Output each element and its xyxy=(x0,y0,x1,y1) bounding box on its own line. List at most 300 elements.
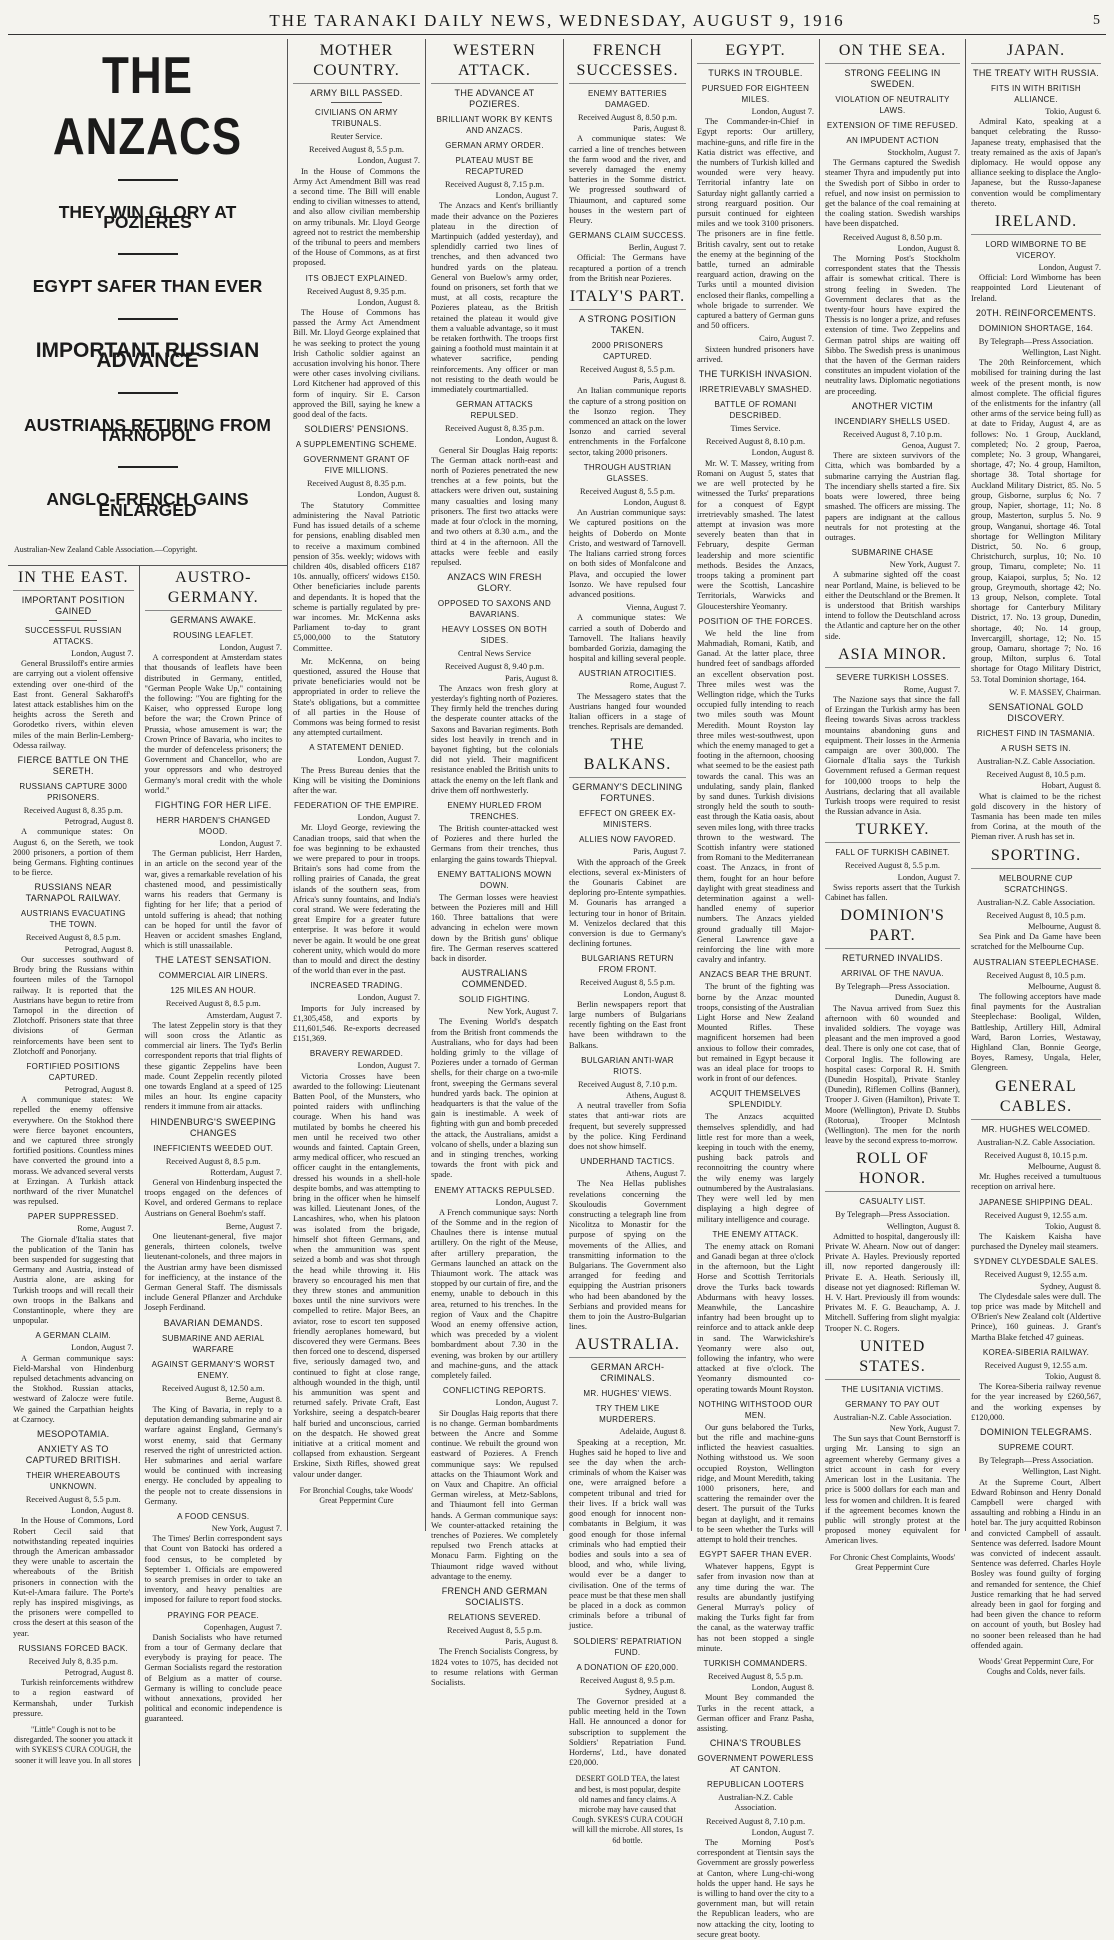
subhead: MELBOURNE CUP SCRATCHINGS. xyxy=(999,873,1073,894)
subhead: SOLDIERS' PENSIONS. xyxy=(304,424,409,435)
divider xyxy=(118,466,178,468)
columns xyxy=(8,39,1106,1939)
subhead: THE TREATY WITH RUSSIA. xyxy=(973,68,1099,78)
dateline: Petrograd, August 8. xyxy=(64,817,134,827)
subhead: BULGARIAN ANTI-WAR RIOTS. xyxy=(581,1055,674,1076)
subhead: FIGHTING FOR HER LIFE. xyxy=(154,800,272,811)
received-line: Received August 8, 7.10 p.m. xyxy=(705,1816,806,1826)
received-line: Received August 8, 5.5 p.m. xyxy=(708,1672,803,1682)
subhead: FORTIFIED POSITIONS CAPTURED. xyxy=(26,1061,121,1082)
dateline: London, August 8. xyxy=(71,1506,134,1516)
dateline: London, August 7. xyxy=(1038,263,1101,273)
subhead: SENSATIONAL GOLD DISCOVERY. xyxy=(988,701,1084,723)
dateline: Melbourne, August 8. xyxy=(1027,1162,1101,1172)
subhead: LORD WIMBORNE TO BE VICEROY. xyxy=(985,240,1087,261)
article-text: There are sixteen survivors of the Citta, which was bombarded by a submarine carrying the Austrian flag. The incendiary shells started a fire. Six boats were lowered, three being smashed. The officers are missing. The papers are indignant at the callous neutrals for not protesting at the outrages. xyxy=(825,451,960,542)
dateline: London, August 8. xyxy=(897,243,960,253)
subhead: RUSSIANS NEAR TARNAPOL RAILWAY. xyxy=(25,882,121,904)
subhead: JAPANESE SHIPPING DEAL. xyxy=(979,1197,1093,1207)
anzacs-banner xyxy=(8,39,287,566)
article-text: The Messagero states that the Austrians hanged four wounded Italian officers in a stage of trenches. Reprisals are demanded. xyxy=(569,691,686,732)
dateline: Berne, August 8. xyxy=(225,1394,282,1404)
subhead: INEFFICIENTS WEEDED OUT. xyxy=(153,1143,274,1153)
subhead: EGYPT SAFER THAN EVER. xyxy=(699,1550,812,1560)
article-text: The House of Commons has passed the Army Act Amendment Bill. Mr. Lloyd George explained that he was seeking to protect the young Irish Catholic soldier against an accusation involving his honor. There were other cases involving civilians. Lord Kitchener had approved of this form of inquiry. Sir E. Carson approved the Bill, saying he knew a good deal of the facts. xyxy=(293,308,420,420)
article-text: Official: Lord Wimborne has been reappointed Lord Lieutenant of Ireland. xyxy=(971,273,1101,303)
dateline: Wellington, Last Night. xyxy=(1022,1467,1101,1477)
received-line: Received August 8, 5.5 p.m. xyxy=(580,365,675,375)
subhead: 2000 PRISONERS CAPTURED. xyxy=(591,341,664,362)
subhead: ENEMY BATTERIES DAMAGED. xyxy=(588,89,667,109)
subhead: GERMANY'S DECLINING FORTUNES. xyxy=(572,782,683,804)
received-line: Received August 8, 10.5 p.m. xyxy=(986,770,1086,780)
subhead: ROUSING LEAFLET. xyxy=(173,631,254,641)
article-text: A submarine sighted off the coast near Portland, Maine, is believed to be either the Deutschland or the Bremen. It is understood that British warships intend to follow the Deutschland across the Atlantic and capture her on the other side. xyxy=(825,570,960,641)
service-line: By Telegraph—Press Association. xyxy=(835,1210,950,1220)
service-line: Australian-N.Z. Cable Association. xyxy=(833,1412,952,1422)
received-line: Received August 8, 10.15 p.m. xyxy=(984,1150,1088,1160)
section-title: WESTERN ATTACK. xyxy=(431,41,558,84)
received-line: Received August 8, 8.35 p.m. xyxy=(23,806,123,816)
dateline: Petrograd, August 8. xyxy=(64,1084,134,1094)
subhead: AUSTRALIANS COMMENDED. xyxy=(461,968,528,990)
in-the-east-column xyxy=(8,566,140,1766)
subhead: TURKS IN TROUBLE. xyxy=(708,68,803,78)
subhead: A RUSH SETS IN. xyxy=(1001,743,1071,753)
divider xyxy=(118,392,178,394)
dateline: Rome, August 7. xyxy=(629,681,686,691)
subhead: MR. HUGHES' VIEWS. xyxy=(583,1389,672,1399)
subhead: COMMERCIAL AIR LINERS. xyxy=(158,971,268,981)
article-text: Mr. W. T. Massey, writing from Romani on August 5, states that we are well protected by he witnessed the Turks' preparations for a conquest of Egypt irretrievably smashed. The latest attempt at invasion was more severely beaten than that in February, despite German leadership and more scientific methods. Besides the Anzacs, troops taking a prominent part were the Scottish, Lancashire Territorials, Warwicks and Gloucestershire Yeomanry. xyxy=(697,458,814,611)
service-line: Australian-N.Z. Cable Association. xyxy=(977,756,1095,766)
article-text: The following acceptors have made final payments for the Australian Steeplechase: Booligal, Wilden, Battleship, Artillery Hill, Admiral Ward, Baron Lorries, Westaway, Highland Clan, Bonnie George, Boyes, Ramesy, Ungala, Heler, Glengreen. xyxy=(971,992,1101,1073)
subhead: GERMANS CLAIM SUCCESS. xyxy=(569,231,686,241)
french-successes-column xyxy=(564,39,692,1845)
dateline: London, August 7. xyxy=(495,191,558,201)
received-line: Received August 8, 5.5 p.m. xyxy=(447,1625,542,1635)
received-line: Received August 8, 8.50 p.m. xyxy=(577,113,678,122)
dateline: Melbourne, August 8. xyxy=(1027,921,1101,931)
subhead: BAVARIAN DEMANDS. xyxy=(163,1317,263,1328)
dateline: London, August 7. xyxy=(751,107,814,116)
subhead: ALLIES NOW FAVORED. xyxy=(579,835,676,845)
subhead: SYDNEY CLYDESDALE SALES. xyxy=(973,1257,1099,1267)
article-text: The brunt of the fighting was borne by the Anzac mounted troops, consisting of the Australian Light Horse and New Zealand Mounted Rifles. These magnificent horsemen had been anxious to follow their comrades, but remained in Egypt because it was an ideal place for troops to work in front of our defences. xyxy=(697,982,815,1084)
dateline: Cairo, August 7. xyxy=(759,334,814,344)
subhead: THE ADVANCE AT POZIERES. xyxy=(454,88,535,109)
received-line: Received August 8, 12.50 a.m. xyxy=(161,1383,265,1393)
received-line: Received August 8, 8.5 p.m. xyxy=(165,1156,261,1166)
subhead: GOVERNMENT GRANT OF FIVE MILLIONS. xyxy=(303,455,410,476)
austro-germany-column xyxy=(140,566,287,1766)
article-text: General von Hindenburg inspected the troops engaged on the defences of Kovel, and ordered Germans to replace Austrians on General Boehm's staff. xyxy=(144,1177,282,1218)
received-line: Received August 8, 10.5 p.m. xyxy=(986,910,1086,920)
received-line: Received August 8, 9.5 p.m. xyxy=(580,1675,675,1685)
subhead: REPUBLICAN LOOTERS xyxy=(707,1780,804,1790)
received-line: Received August 8, 9.35 p.m. xyxy=(306,286,407,296)
article-text: At the Supreme Court, Albert Edward Robinson and Henry Donald Campbell were charged with assaulting and robbing a Hindu in an hotel bar. The jury acquitted Robinson and convicted Campbell of assault. Sentence was deferred. Isadore Mount was convicted of indecent assault. Sentence was deferred. Charles Hoyle Bosley was found guilty of forging and remanded for sentence, the Chief Justice remarking that he had served already been in gaol for forging and had been given the chance to reform on account of youth, but Bosley had no sooner been released than he had offended again. xyxy=(971,1477,1101,1650)
subhead: BRILLIANT WORK BY KENTS AND ANZACS. xyxy=(436,115,553,135)
dateline: Tokio, August 8. xyxy=(1045,1372,1101,1382)
article-text: The King of Bavaria, in reply to a deputation demanding submarine and air warfare against England, Germany's worst enemy, said that Germany reserved the right of unrestricted action. Her submarines and aerial warfare would be continued with increasing energy. He concluded by appealing to the people not to create dissensions in Germany. xyxy=(144,1405,282,1506)
subhead: THE ENEMY ATTACK. xyxy=(712,1229,799,1239)
received-line: Received August 8, 5.5 p.m. xyxy=(845,861,940,871)
subhead: ANZACS BEAR THE BRUNT. xyxy=(699,970,812,980)
article-text: Mr. Lloyd George, reviewing the Canadian troops, said that when the foe was beginning to be exhausted we were prepared to pour in troops. Britain's sons had come from the rolling prairies of Canada, the great islands of the southern seas, from Africa's sunny fountains, and India's coral strand. We were federating the great Empire for a greater future enterprise. It was before it would never be again. It would be one great coherent unity, which would do more than to mould and direct the destiny of the world than ever in the past. xyxy=(293,823,420,976)
subhead: ENEMY BATTALIONS MOWN DOWN. xyxy=(437,869,552,890)
dateline: London, August 8. xyxy=(357,490,420,500)
subhead: PRAYING FOR PEACE. xyxy=(167,1610,260,1620)
divider xyxy=(49,620,97,621)
dateline: Petrograd, August 8. xyxy=(64,944,134,954)
dateline: Stockholm, August 7. xyxy=(887,148,960,157)
subhead: ENEMY ATTACKS REPULSED. xyxy=(434,1185,555,1195)
article-text: Mount Bey commanded the Turks in the recent attack, a German officer and Franz Pasha, assisting. xyxy=(697,1693,814,1734)
subhead: GERMANY TO PAY OUT xyxy=(845,1399,940,1409)
copyright-credit: Australian-New Zealand Cable Association.—Copyright. xyxy=(14,544,198,554)
dateline: London, August 8. xyxy=(751,1683,814,1693)
dateline: Tokio, August 6. xyxy=(1045,107,1101,116)
article-text: The Korea-Siberia railway revenue for the year increased by £260,567, and the working expenses by £120,000. xyxy=(971,1382,1101,1422)
article-text: The Times' Berlin correspondent says that Count von Batocki has ordered a food census, to be completed by September 1. Officials are empowered to search premises in order to take an inventory, and heavy penalties are imposed for failure to report food stocks. xyxy=(144,1534,282,1605)
subhead: A DONATION OF £20,000. xyxy=(576,1662,679,1672)
article-text: General Brussiloff's entire armies are carrying out a violent offensive extending over one-third of the East front. General Sakharoff's latest attack establishes him on the heights across the Sereth and Gorodetko rivers, within eleven miles of the main Berlin-Lemberg-Odessa railway. xyxy=(13,659,134,750)
article-text: The Evening World's despatch from the British front commends the Australians, who for days had been holding grimly to the village of Pozieres under a tornado of German shells, for their charge on a two-mile front, sweeping the Germans several hundred yards back. The opinion at headquarters is that the value of the gain is inestimable. A week of fighting with gun and bomb preceded the attack, the Australians, amidst a volcano of shells, under a blazing sun and in stinging trenches, working towards the front with pick and spade. xyxy=(431,1017,558,1180)
dateline: Paris, August 8. xyxy=(504,673,558,683)
article-text: Turkish reinforcements withdrew to a region eastward of Kermanshah, under Turkish pressure. xyxy=(13,1678,134,1718)
subhead: THE LUSITANIA VICTIMS. xyxy=(841,1384,944,1394)
article-text: The Governor presided at a public meeting held in the Town Hall. He announced a donor for subscription to supplement the Soldiers' Repatriation Fund. Horderns', Ltd., have donated £20,000. xyxy=(569,1696,686,1768)
dateline: Copenhagen, August 7. xyxy=(203,1622,282,1632)
article-text: Mr. Hughes received a tumultuous reception on arrival here. xyxy=(971,1172,1101,1192)
subhead: KOREA-SIBERIA RAILWAY. xyxy=(982,1347,1090,1357)
received-line: Received August 8, 10.5 p.m. xyxy=(986,970,1086,980)
advertisement: For Bronchial Coughs, take Woods' Great Peppermint Cure xyxy=(299,1485,414,1505)
dateline: Petrograd, August 8. xyxy=(64,1668,134,1678)
dateline: Rome, August 7. xyxy=(77,1224,134,1234)
article-text: Sixteen hundred prisoners have arrived. xyxy=(697,344,814,364)
article-text: Berlin newspapers report that large numbers of Bulgarians recently fighting on the East front have been withdrawn to the Balkans. xyxy=(569,999,686,1050)
section-title: ASIA MINOR. xyxy=(825,645,960,668)
article-text: General Sir Douglas Haig reports: The German attack north-east and north of Pozieres penetrated the new trenches at a few points, but the attackers were driven out, sustaining many casualties and losing many prisoners. The first two attacks were made at four o'clock in the morning, and two others at 8.30 a.m., and the third at 4 in the afternoon. All the attacks were feeble and easily repulsed. xyxy=(431,445,558,567)
article-text: What is claimed to be the richest gold discovery in the history of Tasmania has been made ten miles from Corina, at the mouth of the Pieman river. A rush has set in. xyxy=(971,791,1101,842)
subhead: BATTLE OF ROMANI DESCRIBED. xyxy=(714,400,797,421)
subhead: THE LATEST SENSATION. xyxy=(155,955,272,966)
subhead: GERMAN ARCH-CRIMINALS. xyxy=(590,1362,665,1384)
dateline: London, August 7. xyxy=(357,755,420,765)
column-1-lower xyxy=(8,566,287,1766)
subhead: RICHEST FIND IN TASMANIA. xyxy=(976,728,1096,738)
subhead: FRENCH AND GERMAN SOCIALISTS. xyxy=(441,1585,548,1607)
section-title: DOMINION'S PART. xyxy=(825,906,960,949)
article-text: We held the line from Mahmadiah, Romani, Katib, and Ganad. At the latter place, three hundred feet of sandbags afforded an excellent observation post. Three miles west was the Wellington ridge, which the Turks occupied fully intending to reach two miles south was Mount Meredith. Mount Royston lay three miles west-southwest, upon which the enemy managed to get a footing in the afternoon, choosing what seemed to be the easiest path towards the canal. This was an undulating, sandy plain, flanked by sand dunes. Turkish divisions strongly held the south to south-east through the Katia oasis, about seven miles long, with three tracks thrown to the westward. The Scottish infantry were stationed from Romani to the Mediterranean coast. The Anzacs, in front of them, fought for an hour before daylight with great steadiness and determination against a well-handled enemy of superior numbers. The Anzacs yielded ground gradually till Major-General Lawrence gave a reinforcing the line with more cavalry and infantry. xyxy=(697,628,814,965)
headline-anglo-french: ANGLO-FRENCH GAINS ENLARGED xyxy=(46,489,249,520)
subhead: A STRONG POSITION TAKEN. xyxy=(578,314,677,336)
received-line: Received August 8, 5.5 p.m. xyxy=(309,145,404,155)
subhead: PURSUED FOR EIGHTEEN MILES. xyxy=(701,84,810,104)
service-line: Australian-N.Z. Cable Association. xyxy=(977,897,1095,907)
subhead: AGAINST GERMANY'S WORST ENEMY. xyxy=(151,1359,275,1380)
divider xyxy=(118,179,178,181)
service-line: Australian-N.Z. Cable Association. xyxy=(977,1137,1095,1147)
article-text: Admitted to hospital, dangerously ill: Private W. Ahearn. Now out of danger: Private A. Hayles. Previously reported ill, now reported dangerously ill: Private E. A. Heath. Seriously ill, disease not yet diagnosed: Rifleman W. H. V. Hart. Previously ill from wounds: Privates M. F. G. Beauchamp, A. J. Mitchell. Suffering from slight myalgia: Trooper N. C. Rogers. xyxy=(825,1231,960,1333)
article-text: A French communique says: North of the Somme and in the region of Chaulnes there is intense mutual artillery. On the right of the Meuse, after artillery preparation, the Germans launched an attack on the Thiaumont work. The attack was stopped by our curtain of fire, and the enemy, unable to debouch in this area, returned to his trenches. In the region of Vaux and the Chapitre Wood an enemy offensive action, which was preceded by a violent bombardment about 7.30 in the evening, was broken by our artillery and machine-guns, and the attack completely failed. xyxy=(431,1207,558,1381)
subhead: CIVILIANS ON ARMY TRIBUNALS. xyxy=(315,108,398,128)
dateline: Adelaide, August 8. xyxy=(619,1427,686,1437)
dateline: London, August 7. xyxy=(357,1061,420,1071)
dateline: Hobart, August 8. xyxy=(1041,781,1101,791)
subhead: AN IMPUDENT ACTION xyxy=(846,136,939,145)
article-text: The Nea Hellas publishes revelations concerning the Skouloudis Government constructing a telegraph line from Nicolitza to Monastir for the purpose of spying on the movements of the Allies, and transmitting information to the Bulgarians. The Government also arranged for feeding and equipping the Austrian prisoners who had been abandoned by the Serbians and provided means for them to join the Austro-Bulgarian lines. xyxy=(569,1179,686,1332)
subhead: AUSTRIANS EVACUATING THE TOWN. xyxy=(20,909,126,930)
received-line: Received August 8, 8.5 p.m. xyxy=(25,933,121,943)
subhead: ANZACS WIN FRESH GLORY. xyxy=(447,572,542,594)
dateline: London, August 7. xyxy=(495,1197,558,1207)
subhead: SUBMARINE AND AERIAL WARFARE xyxy=(162,1333,265,1354)
subhead: STRONG FEELING IN SWEDEN. xyxy=(844,68,941,89)
dateline: Athens, August 8. xyxy=(625,1091,686,1100)
section-title: ITALY'S PART. xyxy=(569,287,686,310)
dateline: London, August 7. xyxy=(897,872,960,882)
dateline: Berne, August 7. xyxy=(225,1221,282,1231)
dateline: London, August 7. xyxy=(71,1343,134,1353)
article-text: A German communique says: Field-Marshal von Hindenburg repulsed detachments advancing on the Stokhod. Russian attacks, westward of Zalocze were futile. We gained the Carpathian heights at Czarnocy. xyxy=(13,1353,134,1424)
section-title: FRENCH SUCCESSES. xyxy=(569,41,686,84)
subhead: DOMINION TELEGRAMS. xyxy=(979,1427,1093,1438)
received-line: Received August 9, 12.55 a.m. xyxy=(984,1270,1088,1280)
section-title: THE BALKANS. xyxy=(569,735,686,778)
section-title: UNITED STATES. xyxy=(825,1337,960,1380)
received-line: Received August 8, 7.10 p.m. xyxy=(577,1079,678,1089)
anzacs-title: THE ANZACS xyxy=(52,46,243,166)
dateline: New York, August 7. xyxy=(487,1007,558,1017)
article-text: With the approach of the Greek elections, several ex-Ministers of the Gounaris Cabinet are deploring pro-Entente sympathies. M. Gounaris has arranged a lecturing tour in honor of Britain. M. Venizelos declared that this conversion is due to Germany's declining fortunes. xyxy=(569,857,686,949)
received-line: Received August 8, 7.10 p.m. xyxy=(842,429,943,439)
article-text: Victoria Crosses have been awarded to the following: Lieutenant Batten Pool, of the Munsters, who pointed raiders with unflinching courage. When his hand was mutilated by bombs he cheered his men until he received two other wounds and fainted. Captain Green, army medical officer, who rescued an officer caught in the entanglements, dressed his wounds in a shell-hole despite bombs, and was attempting to bring in the officer when he himself was killed. Lieutenant Jones, of the Lancashires, who, when his platoon was isolated from the brigade, himself shot fifteen Germans, and when the ammunition was spent seized a bomb and was shot through the head while throwing it. His bravery so encouraged his men that they threw stones and ammunition boxes until the nine survivors were compelled to retire. Major Bees, an aviator, rose to escort ten supposed friendly aeroplanes homeward, but discovered they were Germans. Bees then forced one to descend, dispersed five, seriously damaged two, and continued to fight at close range, although wounded in the thigh, until his ammunition was spent and returned safely. Private Craft, East Yorkshire, seeing a despatch-bearer half buried and unconscious, carried on the despatch. He showed great initiative at a critical moment and collapsed from exhaustion. Sergeant Erskine, Sixth Rifles, showed great valour under danger. xyxy=(293,1071,420,1479)
divider xyxy=(331,102,382,103)
article-text: Admiral Kato, speaking at a banquet celebrating the Russo-Japanese treaty, emphasised that the treaty remained as the axis of Japan's diplomacy. He would oppose any alliance seeking to displace the Anglo-Japanese, but the Russo-Japanese convention would be complimentary thereto. xyxy=(971,117,1101,208)
article-text: Danish Socialists who have returned from a tour of Germany declare that everybody is praying for peace. The German Socialists regard the restoration of Belgium as a matter of course. Germany is willing to conclude peace without annexations, provided her political and economic independence is guaranteed. xyxy=(144,1632,282,1724)
dateline: London, August 8. xyxy=(623,989,686,999)
subhead: DOMINION SHORTAGE, 164. xyxy=(978,323,1094,333)
dateline: Berlin, August 7. xyxy=(628,243,686,253)
article-text: The Kaiskem Kaisha have purchased the Dyneley mail steamers. xyxy=(971,1232,1101,1252)
masthead-title: THE TARANAKI DAILY NEWS, WEDNESDAY, AUGUST 9, 1916 xyxy=(269,11,845,30)
article-text: The British counter-attacked west of Pozieres and there hurled the Germans from their trenches, thus enlarging the gains towards Thiepval. xyxy=(431,823,558,864)
subhead: A STATEMENT DENIED. xyxy=(309,743,404,753)
subhead: THROUGH AUSTRIAN GLASSES. xyxy=(583,462,672,483)
article-text: Our successes southward of Brody bring the Russians within fourteen miles of the Tarnopol railway. It is reported that the Austrians have begun to retire from Tarnopol in the direction of Zlotchoff. Prisoners state that three divisions of German reinforcements have been sent to Zlotchoff and Ponorjany. xyxy=(13,954,134,1056)
subhead: GERMAN ARMY ORDER. xyxy=(445,141,544,150)
article-text: In the House of Commons the Army Act Amendment Bill was read a second time. The Bill will enable ending to civilian witnesses to attend, and also allow civilian membership on army tribunals. Mr. Lloyd George agreed not to restrict the membership of the tribunal to peers and members of the House of Commons, as at first proposed. xyxy=(293,166,420,268)
advertisement: For Chronic Chest Complaints, Woods' Great Peppermint Cure xyxy=(829,1552,956,1572)
dateline: Tokio, August 8. xyxy=(1045,1221,1101,1231)
subhead: A SUPPLEMENTING SCHEME. xyxy=(295,440,418,450)
subhead: GOVERNMENT POWERLESS AT CANTON. xyxy=(697,1754,814,1775)
article-text: An Italian communique reports the capture of a strong position on the Isonzo region. They commenced an attack on the lower Isonzo and carried several entrenchments in the Forfalcone sector, taking 2000 prisoners. xyxy=(569,386,686,457)
subhead: SEVERE TURKISH LOSSES. xyxy=(836,672,949,682)
dateline: London, August 7. xyxy=(357,156,420,166)
subhead: UNDERHAND TACTICS. xyxy=(580,1157,675,1167)
column-1 xyxy=(8,39,288,1765)
egypt-column xyxy=(692,39,820,1939)
subhead: TRY THEM LIKE MURDERERS. xyxy=(595,1404,660,1425)
subhead: ANOTHER VICTIM xyxy=(851,400,934,411)
subhead: BULGARIANS RETURN FROM FRONT. xyxy=(581,954,674,975)
subhead: MR. HUGHES WELCOMED. xyxy=(981,1124,1091,1134)
dateline: London, August 8. xyxy=(623,498,686,508)
article-text: Sir Douglas Haig reports that there is no change. German bombardments between the Ancre and Somme continue. We rebuilt the ground won eastward of Pozieres. A French communique says: We repulsed attacks on the Thiaumont Work and on Vaux and Chapitre. An official German wireless, at Metz-Sablons, and Thiaumont fell into German hands. A German communique says: We counter-attacked retaining the trenches of Pozieres. We completely repulsed two French attacks at Monacu Farm. Fighting on the Thiaumont ridge waved without advantage to the enemy. xyxy=(431,1408,558,1581)
article-text: The Anzacs and Kent's brilliantly made their advance on the Pozieres plateau in the direction of Martinpuich (added yesterday), and splendidly carried two lines of trenches, and then advanced two hundred yards on the plateau. General von Buelow's army order, found on prisoners, set forth that we must, at all costs, recapture the Pozieres plateau, as the British retained the plateau it would give them a valuable advantage, so it must be retaken forthwith. The troops first gaining a foothold must maintain it at whatever sacrifice, pending reinforcements. Any officer or man not resisting to the death would be immediately courtmartialled. xyxy=(431,201,558,395)
dateline: Rotterdam, August 7. xyxy=(210,1167,282,1177)
subhead: MESOPOTAMIA. xyxy=(37,1429,110,1440)
service-line: Central News Service xyxy=(457,649,532,659)
received-line: Received August 8, 5.5 p.m. xyxy=(580,978,675,988)
dateline: London, August 8. xyxy=(751,448,814,458)
article-text: The Anzacs acquitted themselves splendidly, and had little rest for more than a week, keeping in touch with the enemy, pushing back patrols and reconnoitring the country where the wily enemy was largely outnumbered by the Australasians. They were well led by men displaying a high degree of military intelligence and courage. xyxy=(697,1112,814,1224)
article-text: The 20th Reinforcement, which mobilised for training during the last week of the present month, is now almost complete. The official figures of the enlistments for the infantry (all other arms of the service being full) as at date to Friday, August 4, are as follows: No. 1 Group, Auckland, completed; No. 2 group, Paeroa, complete; No. 3 group, Whangarei, shortage, 47; No. 4 group, Hamilton, shortage 38. Total shortage for Auckland Military District, 85. No. 5 group, Gisborne, surplus 6; No. 7 group, Napier, shortage, 11; No. 8 group, Masterton, surplus 5. No. 9 group, Wanganui, shortage 46. Total shortage for Wellington Military District, 50. No. 6 group, Christchurch, surplus, 10; No. 10 group, Timaru, complete; No. 11 group, Kaiapoi, surplus, 5; No. 12 group, Greymouth, shortage 42; No. 13 group, Nelson, complete. Total shortage for Canterbury Military District, 17. No. 13 group, Dunedin, shortage, 40; No. 14 group, Invercargill, shortage, 12; No. 15 group, Oamaru, shortage 7; No. 16 group, Milton, surplus 6. Total shortage for Otago Military District, 53. Total Dominion shortage, 164. xyxy=(971,358,1101,684)
dateline: Sydney, August 8. xyxy=(1040,1281,1101,1291)
article-text: The Giornale d'Italia states that the publication of the Tanin has been suspended for suggesting that Germany and Austria, instead of Austria alone, are asking for Turkish troops and will recall their own troops in the Balkans and Constantinople, where they are unpopular. xyxy=(13,1234,134,1326)
service-line: Australian-N.Z. Cable Association. xyxy=(718,1793,793,1813)
dateline: New York, August 7. xyxy=(889,560,960,570)
section-title: IN THE EAST. xyxy=(13,568,134,591)
subhead: EFFECT ON GREEK EX-MINISTERS. xyxy=(579,809,676,830)
article-text: A correspondent at Amsterdam states that thousands of leaflets have been distributed in Germany, entitled, "German People Wake Up," containing the following: "You are fighting for the Kaiser, who oppressed Europe long before the war; the Crown Prince of Prussia, whose amusement is war; the Crown Prince of Bavaria, who incites to the murder of defenceless prisoners; the Government and Chancellor, who are your oppressors and who destroyed Germany's moral credit with the whole world." xyxy=(144,653,282,795)
received-line: Received August 9, 12.55 a.m. xyxy=(984,1360,1088,1370)
subhead: FALL OF TURKISH CABINET. xyxy=(835,848,950,858)
dateline: London, August 8. xyxy=(357,297,420,307)
subhead: A GERMAN CLAIM. xyxy=(35,1331,112,1341)
article-text: The German publicist, Herr Harden, in an article on the second year of the war, gives a remarkable revelation of his chastened mood, and pessimistically warns his readers that Germany is fighting for her life; that a period of untold suffering is ahead; that nothing can be hoped for until the favor of Heaven or accident smashes England, which is still unassailable. xyxy=(144,849,282,951)
article-text: The French Socialists Congress, by 1824 votes to 1075, has decided not to resume relations with German Socialists. xyxy=(431,1647,558,1687)
dateline: New York, August 7. xyxy=(889,1424,960,1434)
article-text: Whatever happens, Egypt is safer from invasion now than at any time during the war. The results are abundantly justifying General Murray's policy of making the Turks fight far from the canal, as the waterway traffic has not been stopped a single minute. xyxy=(697,1562,814,1653)
article-text: An Austrian communique says: We captured positions on the heights of Doberdo on Monte Cristo, and westward of Tarnovell. The Italians carried strong forces on both sides of Monfalcone and Plava, and occupied the lower Isonzo. We have repulsed four advanced positions. xyxy=(569,508,686,599)
subhead: ACQUIT THEMSELVES SPLENDIDLY. xyxy=(710,1089,801,1110)
received-line: Received August 8, 8.35 p.m. xyxy=(444,424,545,434)
section-title: AUSTRO-GERMANY. xyxy=(145,568,282,611)
dateline: London, August 8. xyxy=(495,435,558,445)
article-text: The Morning Post's Stockholm correspondent states that the Thessis affair is somewhat critical. There is strong feeling in Sweden. The Government declares that as the twenty-four hours have expired the Thessis is no longer a prize, and refuses extension of time. Two Zeppelins and German patrol ships are waiting off Sibbo. The Swedish press is unanimous that the haven of the German raiders constitutes an impudent violation of the neutrality laws. Diplomatic negotiations are proceeding. xyxy=(825,254,960,396)
article-text: Swiss reports assert that the Turkish Cabinet has fallen. xyxy=(825,882,960,902)
dateline: Paris, August 8. xyxy=(632,124,686,134)
signature: W. F. MASSEY, Chairman. xyxy=(1009,687,1101,697)
dateline: Paris, August 8. xyxy=(504,1637,558,1647)
headline-tarnopol: AUSTRIANS RETIRING FROM TARNOPOL xyxy=(24,415,271,446)
dateline: London, August 7. xyxy=(751,1827,814,1837)
section-title: IRELAND. xyxy=(971,212,1101,235)
subhead: RELATIONS SEVERED. xyxy=(448,1612,541,1622)
subhead: HEAVY LOSSES ON BOTH SIDES. xyxy=(441,625,548,646)
dateline: Rome, August 7. xyxy=(903,684,960,694)
subhead: NOTHING WITHSTOOD OUR MEN. xyxy=(698,1399,813,1420)
received-line: Received August 8, 8.10 p.m. xyxy=(705,437,806,447)
article-text: A communique states: We carried a line of trenches between the farm wood and the river, and severely damaged the enemy batteries in the Somme district. We progressed southward of Thiaumont, and captured some houses in the western part of Fleury. xyxy=(569,134,686,226)
subhead: SOLDIERS' REPATRIATION FUND. xyxy=(573,1636,682,1657)
article-text: Mr. McKenna, on being questioned, assured the House that private beneficiaries would not be appropriated in order to relieve the State's obligations, but a committee of all parties in the House of Commons was being formed to resist any attempted curtailment. xyxy=(293,656,420,738)
subhead: AUSTRALIAN STEEPLECHASE. xyxy=(973,957,1099,967)
service-line: By Telegraph—Press Association. xyxy=(835,982,950,992)
dateline: London, August 7. xyxy=(357,993,420,1003)
dateline: London, August 7. xyxy=(495,1398,558,1408)
article-text: The Statutory Committee administering the Naval Patriotic Fund has issued details of a scheme for pensions, enabling disabled men to receive a maximum combined pension of 35s. weekly; widows with children 40s, disabled officers £187 10s. annually, officers' widows £150. Other beneficiaries include parents and dependants. It is hoped that the scheme is partially regulated by pre-war incomes. Mr. McKenna asks Parliament to-day to grant £5,000,000 to the Statutory Committee. xyxy=(293,500,420,653)
dateline: Wellington, Last Night. xyxy=(1022,348,1101,358)
on-the-sea-column xyxy=(820,39,966,1572)
received-line: Received August 8, 8.50 p.m. xyxy=(842,232,943,242)
article-text: The Morning Post's correspondent at Tientsin says the Government are grossly powerless at Canton, where Lung-chi-wong holds the upper hand. He says he is willing to hand over the city to a government man, but will retain the Republican leaders, who are now attacking the city, looting to secure great booty. xyxy=(697,1838,814,1939)
subhead: FEDERATION OF THE EMPIRE. xyxy=(294,801,419,811)
article-text: One lieutenant-general, five major generals, thirteen colonels, twelve lieutenant-colonels, and three majors in the Austrian army have been dismissed for inefficiency, at the instance of the German General Staff. The dismissals include General Pflanzer and Archduke Joseph Ferdinand. xyxy=(144,1231,282,1313)
subhead: CONFLICTING REPORTS. xyxy=(442,1386,547,1396)
divider xyxy=(118,253,178,255)
advertisement: DESERT GOLD TEA, the latest and best, is most popular, despite old names and fancy claims. A microbe may have caused that Cough. SYKES'S CURA COUGH will kill the microbe. All stores, 1s 6d bottle. xyxy=(572,1774,683,1845)
dateline: Sydney, August 8. xyxy=(625,1686,686,1696)
received-line: Received August 8, 9.40 p.m. xyxy=(444,662,545,672)
article-text: The German losses were heaviest between the Pozieres mill and Hill 160. Three battalions that were advancing in echelon were mown down by the British guns' oblique fire. The German reserves scattered back in disorder. xyxy=(431,892,558,963)
received-line: Received August 9, 12.55 a.m. xyxy=(984,1210,1088,1220)
article-text: The Navua arrived from Suez this afternoon with 60 wounded and invalided soldiers. The voyage was pleasant and the men improved a good deal. There is only one cot case, that of Corporal Inglis. The following are hospital cases: Corporal R. H. Smith (Dunedin Hospital), Private Stanley (Dunedin), Riflemen Collins (Banner), Trooper J. Given (Hamilton), Private T. Moore (Wellington), Private D. Stubbs (Rotorua), Trooper McIntosh (Wellington). The men for the north leave by the second express to-morrow. xyxy=(825,1003,960,1146)
section-title: EGYPT. xyxy=(697,41,814,64)
dateline: New York, August 7. xyxy=(211,1524,282,1534)
received-line: Received August 8, 8.35 p.m. xyxy=(306,479,407,489)
section-title: GENERAL CABLES. xyxy=(971,1077,1101,1120)
dateline: Wellington, August 8. xyxy=(886,1221,960,1231)
subhead: SOLID FIGHTING. xyxy=(458,995,531,1005)
advertisement: "Little" Cough is not to be disregarded. The sooner you attack it with SYKES'S CURA COUGH, the sooner it will leave you. In all stores xyxy=(14,1725,133,1765)
received-line: Received August 8, 5.5 p.m. xyxy=(580,486,675,496)
section-title: ON THE SEA. xyxy=(825,41,960,64)
subhead: HERR HARDEN'S CHANGED MOOD. xyxy=(156,816,271,837)
section-title: JAPAN. xyxy=(971,41,1101,64)
received-line: Received July 8, 8.35 p.m. xyxy=(28,1656,118,1666)
article-text: A communique states: We repelled the enemy offensive everywhere. On the Stokhod there were fierce bayonet encounters, and we captured three strongly fortified positions. Countless mines have converted the ground into a morass. We advanced several versts at Erzingan. A Turkish attack northward of the river Munatchel was repulsed. xyxy=(13,1095,134,1207)
received-line: Received August 8, 8.5 p.m. xyxy=(165,999,261,1009)
headline-russian-advance: IMPORTANT RUSSIAN ADVANCE xyxy=(35,338,260,372)
dateline: London, August 7. xyxy=(219,643,282,653)
subhead: ARMY BILL PASSED. xyxy=(310,88,403,98)
article-text: Our guns belabored the Turks, but the rifle and machine-guns inflicted the heaviest casualties. Nothing withstood us. We soon occupied Royston, Wellington ridge, and Mount Meredith, taking 1000 prisoners, here, and scattering the remainder over the desert. The pursuit of the Turks began at daylight, and it remains to be seen whether the Turks will attempt to hold their trenches. xyxy=(697,1422,814,1544)
subhead: INCENDIARY SHELLS USED. xyxy=(834,416,951,426)
western-attack-column xyxy=(426,39,564,1687)
dateline: Athens, August 7. xyxy=(625,1169,686,1179)
article-text: Speaking at a reception, Mr. Hughes said he hoped to live and see the day when the arch-criminals of whom the Kaiser was one, were arraigned before a competent tribunal and tried for their lives. If a brick wall was good enough for innocent non-combatants in Belgium, it was good enough for those infernal criminals who had emptied their bodies and souls into a sea of blood, and who, while living, would ever be a danger to civilisation. One of the terms of peace must be that these men shall be placed in a dock as common criminals before a tribunal of justice. xyxy=(569,1437,686,1631)
subhead: POSITION OF THE FORCES. xyxy=(698,616,813,626)
section-title: TURKEY. xyxy=(825,820,960,843)
subhead: GERMANS AWAKE. xyxy=(170,615,257,626)
dateline: Melbourne, August 8. xyxy=(1027,981,1101,991)
subhead: AUSTRIAN ATROCITIES. xyxy=(578,669,677,679)
subhead: GERMAN ATTACKS REPULSED. xyxy=(456,400,533,421)
masthead xyxy=(8,8,1106,35)
subhead: ANXIETY AS TO CAPTURED BRITISH. xyxy=(25,1444,121,1466)
article-text: The Sun says that Count Bernstorff is urging Mr. Lansing to sign an agreement whereby Germany gives a strict account in cash for every American lost in the Lusitania. The price is 5000 dollars for each man and less for women and children. It is feared if the agreement becomes known the public will strongly protest at the proposed money equivalent for American lives. xyxy=(825,1434,960,1546)
subhead: 125 MILES AN HOUR. xyxy=(170,986,257,996)
subhead: RUSSIANS CAPTURE 3000 PRISONERS. xyxy=(19,782,128,803)
subhead: A FOOD CENSUS. xyxy=(177,1512,250,1522)
article-text: The enemy attack on Romani and Ganadi began at three o'clock in the afternoon, but the Light Horse and Scottish Territorials drove the Turks back towards Abdurmans with heavy losses. Meanwhile, the Lancashire infantry had been brought up to reinforce and to attack ankle deep in sand. The Warwickshire's Yeomanry were also out, following the infantry, who were attacked at five o'clock. The Yeomanry dismounted co-operating towards Mount Royston. xyxy=(697,1241,814,1394)
dateline: Amsterdam, August 7. xyxy=(206,1010,282,1020)
subhead: RUSSIANS FORCED BACK. xyxy=(18,1643,128,1653)
section-title: AUSTRALIA. xyxy=(569,1335,686,1358)
section-title: MOTHER COUNTRY. xyxy=(293,41,420,84)
received-line: Received August 8, 5.5 p.m. xyxy=(25,1495,121,1505)
dateline: Genoa, August 7. xyxy=(901,441,960,451)
section-title: ROLL OF HONOR. xyxy=(825,1149,960,1192)
article-text: The Nazione says that since the fall of Erzingan the Turkish army has been fleeing towards Sivas across trackless mountains abandoning guns and equipment. Their losses in the Armenia campaign are over 300,000. The Giornale d'Italia says the Turkish Government refused a German request for 100,000 troops to help the Austrians, declaring that all available Turkish troops were required to resist the Russian advance in Asia. xyxy=(825,694,960,817)
article-text: The Commander-in-Chief in Egypt reports: Our artillery, machine-guns, and rifle fire in the Katia district was effective, and the numbers of Turkish killed and wounded were very heavy. Territorial infantry late on Saturday night gallantly carried a strong rearguard position. Our pursuit continued for eighteen miles and we took 3100 prisoners. The prisoners are in fine fettle. British cavalry, sent out to retake the enemy at the beginning of the battle, turned an admirable rearguard action, drawing on the Turks until a mounted division enclosed their flanks, compelling a whole brigade to surrender. We captured a battery of German guns and 50 officers. xyxy=(697,117,814,331)
